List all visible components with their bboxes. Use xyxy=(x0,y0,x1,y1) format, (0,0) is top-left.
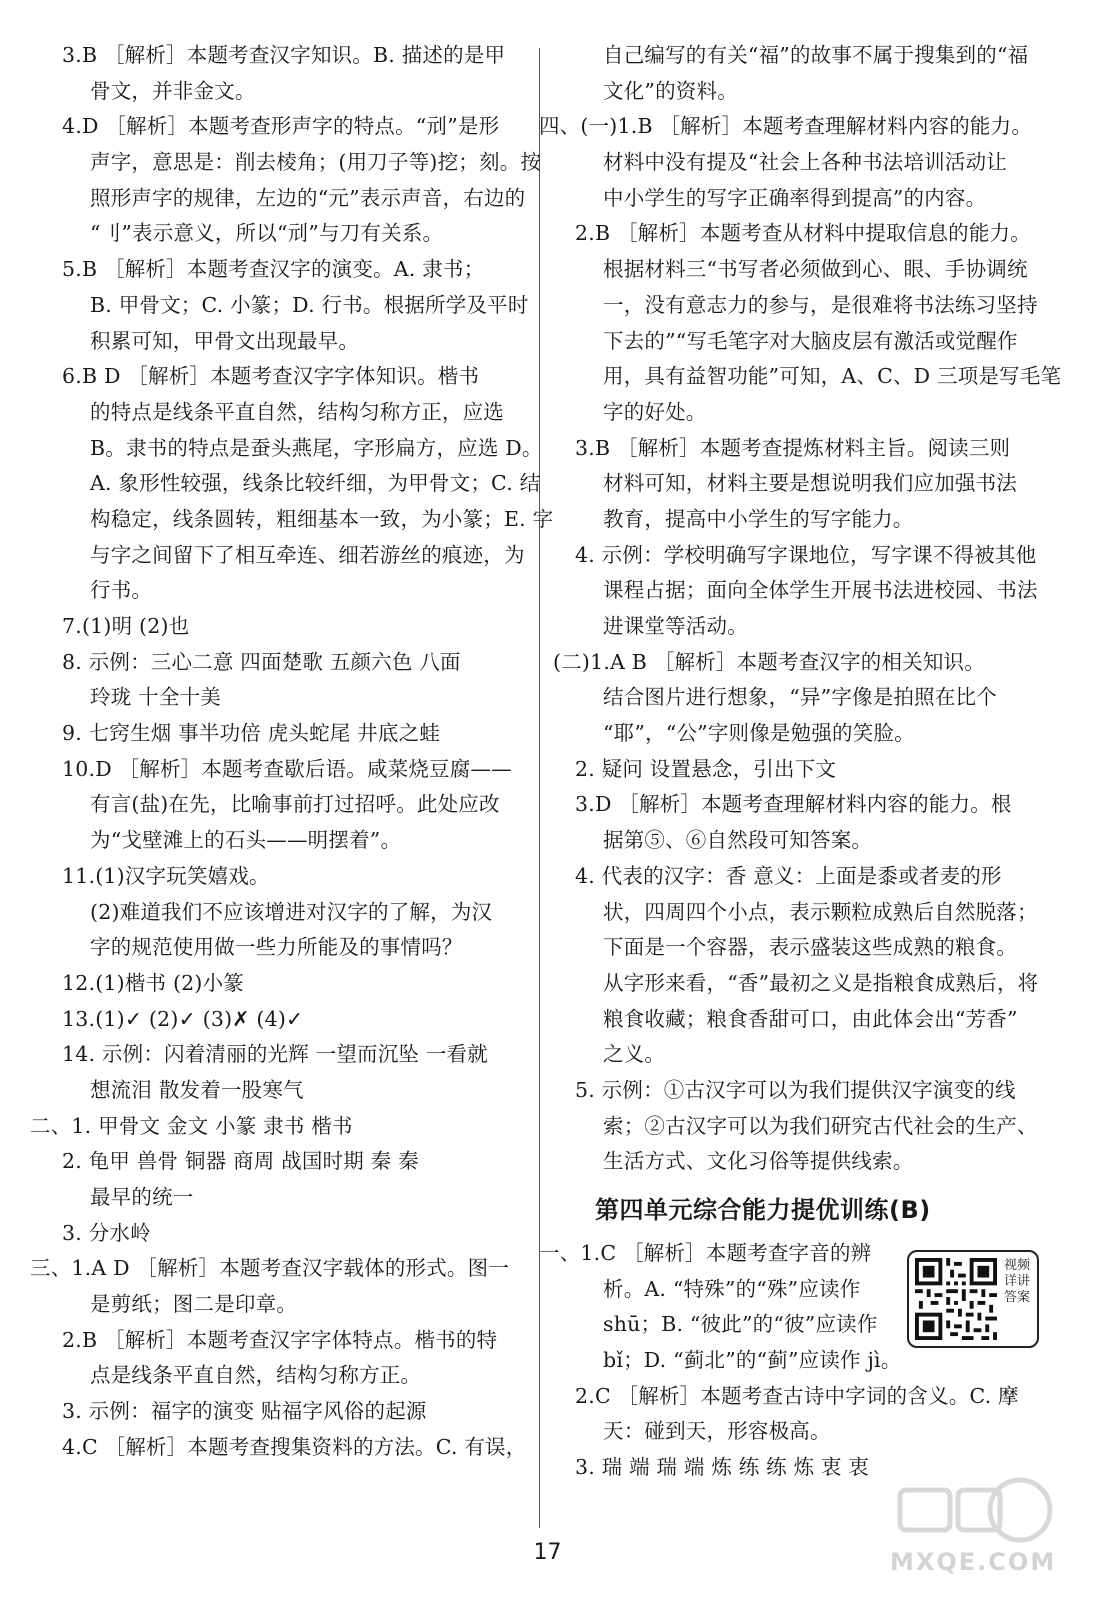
answer-line: 从字形来看，“香”最初之义是指粮食成熟后，将 xyxy=(603,970,1039,995)
answer-line: 粮食收藏；粮食香甜可口，由此体会出“芳香” xyxy=(603,1006,1018,1031)
answer-line: 想流泪 散发着一股寒气 xyxy=(90,1077,304,1102)
answer-line: 7.(1)明 (2)也 xyxy=(62,614,190,638)
answer-line: 12.(1)楷书 (2)小篆 xyxy=(62,970,244,995)
answer-line: 3.D ［解析］本题考查理解材料内容的能力。根 xyxy=(575,792,1012,817)
answer-line: 4.C ［解析］本题考查搜集资料的方法。C. 有误， xyxy=(62,1434,527,1459)
answer-line: “刂”表示意义，所以“刓”与刀有关系。 xyxy=(90,221,444,246)
answer-line: 2.C ［解析］本题考查古诗中字词的含义。C. 摩 xyxy=(575,1383,1019,1408)
answer-line: 5.B ［解析］本题考查汉字的演变。A. 隶书； xyxy=(62,257,485,282)
answer-line: 积累可知，甲骨文出现最早。 xyxy=(90,328,360,353)
answer-line: 据第⑤、⑥自然段可知答案。 xyxy=(603,828,873,853)
answer-line: 为“戈壁滩上的石头——明摆着”。 xyxy=(90,828,402,853)
answer-line: 3. 瑞 端 瑞 端 炼 练 练 炼 衷 衷 xyxy=(575,1455,870,1480)
answer-line: 3.B ［解析］本题考查汉字知识。B. 描述的是甲 xyxy=(62,43,506,67)
watermark-text: MXQE.COM xyxy=(890,1548,1057,1576)
answer-line: 教育，提高中小学生的写字能力。 xyxy=(603,506,914,531)
answer-line: (二)1.A B ［解析］本题考查汉字的相关知识。 xyxy=(553,649,985,674)
answer-line: 8. 示例：三心二意 四面楚歌 五颜六色 八面 xyxy=(62,649,461,674)
answer-line: 下面是一个容器，表示盛装这些成熟的粮食。 xyxy=(603,935,1017,960)
answer-line: 2.B ［解析］本题考查从材料中提取信息的能力。 xyxy=(575,221,1031,246)
answer-line: 生活方式、文化习俗等提供线索。 xyxy=(603,1149,914,1174)
answer-line: shū；B. “彼此”的“彼”应读作 xyxy=(603,1312,878,1337)
answer-line: 行书。 xyxy=(90,578,153,603)
answer-line: 2. 疑问 设置悬念，引出下文 xyxy=(575,756,837,781)
answer-line: 结合图片进行想象，“异”字像是拍照在比个 xyxy=(603,685,997,710)
answer-line: 三、1.A D ［解析］本题考查汉字载体的形式。图一 xyxy=(30,1256,510,1281)
left-column xyxy=(30,38,554,1466)
answer-line: 点是线条平直自然，结构匀称方正。 xyxy=(90,1363,422,1388)
answer-line: 3. 分水岭 xyxy=(62,1220,151,1245)
answer-line: 最早的统一 xyxy=(90,1185,194,1209)
answer-line: 二、1. 甲骨文 金文 小篆 隶书 楷书 xyxy=(30,1113,353,1138)
answer-line: B。隶书的特点是蚕头燕尾，字形扁方，应选 D。 xyxy=(90,435,543,460)
answer-line: 状，四周四个小点，表示颗粒成熟后自然脱落； xyxy=(603,899,1038,924)
answer-line: 4. 示例：学校明确写字课地位，写字课不得被其他 xyxy=(575,542,1037,567)
answer-line: 13.(1)✓ (2)✓ (3)✗ (4)✓ xyxy=(62,1006,304,1031)
answer-line: 一、1.C ［解析］本题考查字音的辨 xyxy=(539,1241,872,1265)
answer-line: 5. 示例：①古汉字可以为我们提供汉字演变的线 xyxy=(575,1077,1016,1102)
answer-line: 自己编写的有关“福”的故事不属于搜集到的“福 xyxy=(603,43,1029,67)
answer-line: 下去的”“写毛笔字对大脑皮层有激活或觉醒作 xyxy=(603,328,1018,353)
watermark-logo-icon xyxy=(870,1470,1070,1550)
answer-line: 10.D ［解析］本题考查歇后语。咸菜烧豆腐—— xyxy=(62,756,512,781)
answer-line: 2.B ［解析］本题考查汉字字体特点。楷书的特 xyxy=(62,1327,498,1352)
answer-line: 2. 龟甲 兽骨 铜器 商周 战国时期 秦 秦 xyxy=(62,1149,419,1174)
qr-code-icon xyxy=(915,1258,997,1340)
answer-line: 3.B ［解析］本题考查提炼材料主旨。阅读三则 xyxy=(575,435,1011,460)
answer-line: A. 象形性较强，线条比较纤细，为甲骨文；C. 结 xyxy=(90,471,541,496)
answer-line: 6.B D ［解析］本题考查汉字字体知识。楷书 xyxy=(62,364,480,389)
answer-line: 声字，意思是：削去棱角；(用刀子等)挖；刻。按 xyxy=(90,150,542,175)
answer-line: 字的好处。 xyxy=(603,399,707,424)
answer-line: 根据材料三“书写者必须做到心、眼、手协调统 xyxy=(603,257,1028,282)
answer-line: 进课堂等活动。 xyxy=(603,614,748,638)
answer-line: 3. 示例：福字的演变 贴福字风俗的起源 xyxy=(62,1399,427,1424)
answer-line: 有言(盐)在先，比喻事前打过招呼。此处应改 xyxy=(90,792,500,817)
answer-line: “耶”，“公”字则像是勉强的笑脸。 xyxy=(603,721,915,746)
answer-line: 的特点是线条平直自然，结构匀称方正，应选 xyxy=(90,399,504,424)
answer-line: B. 甲骨文；C. 小篆；D. 行书。根据所学及平时 xyxy=(90,292,529,317)
answer-line: 中小学生的写字正确率得到提高”的内容。 xyxy=(603,185,987,210)
answer-line: 文化”的资料。 xyxy=(603,78,738,103)
answer-line: 之义。 xyxy=(603,1042,666,1067)
answer-line: 构稳定，线条圆转，粗细基本一致，为小篆；E. 字 xyxy=(90,506,554,531)
answer-line: (2)难道我们不应该增进对汉字的了解，为汉 xyxy=(90,899,493,924)
qr-label: 视频详讲答案 xyxy=(1003,1258,1030,1305)
column-divider xyxy=(539,48,540,1528)
answer-line: 用，具有益智功能”可知，A、C、D 三项是写毛笔 xyxy=(603,364,1062,389)
answer-line: 一，没有意志力的参与，是很难将书法练习坚持 xyxy=(603,292,1038,317)
answer-line: 9. 七窍生烟 事半功倍 虎头蛇尾 井底之蛙 xyxy=(62,721,441,746)
watermark xyxy=(870,1470,1070,1590)
answer-line: 四、(一)1.B ［解析］本题考查理解材料内容的能力。 xyxy=(539,114,1033,139)
answer-line: 14. 示例：闪着清丽的光辉 一望而沉坠 一看就 xyxy=(62,1042,488,1067)
answer-line: bǐ；D. “蓟北”的“蓟”应读作 jì。 xyxy=(603,1348,902,1373)
page-number: 17 xyxy=(533,1540,562,1565)
answer-line: 是剪纸；图二是印章。 xyxy=(90,1292,297,1317)
answer-line: 骨文，并非金文。 xyxy=(90,78,256,103)
answer-line: 照形声字的规律，左边的“元”表示声音，右边的 xyxy=(90,185,526,210)
answer-line: 课程占据；面向全体学生开展书法进校园、书法 xyxy=(603,578,1038,603)
answer-line: 天：碰到天，形容极高。 xyxy=(603,1419,831,1444)
answer-line: 玲珑 十全十美 xyxy=(90,685,221,710)
section-heading: 第四单元综合能力提优训练(B) xyxy=(595,1196,931,1224)
answer-line: 索；②古汉字可以为我们研究古代社会的生产、 xyxy=(603,1113,1038,1138)
answer-line: 4. 代表的汉字：香 意义：上面是黍或者麦的形 xyxy=(575,863,1002,888)
answer-line: 字的规范使用做一些力所能及的事情吗？ xyxy=(90,935,463,960)
qr-code-box[interactable] xyxy=(907,1250,1039,1348)
answer-line: 11.(1)汉字玩笑嬉戏。 xyxy=(62,863,270,888)
answer-line: 析。A. “特殊”的“殊”应读作 xyxy=(603,1276,861,1301)
answer-line: 材料中没有提及“社会上各种书法培训活动让 xyxy=(603,150,1007,175)
answer-line: 与字之间留下了相互牵连、细若游丝的痕迹，为 xyxy=(90,542,525,567)
answer-line: 材料可知，材料主要是想说明我们应加强书法 xyxy=(603,471,1017,496)
answer-line: 4.D ［解析］本题考查形声字的特点。“刓”是形 xyxy=(62,114,500,139)
